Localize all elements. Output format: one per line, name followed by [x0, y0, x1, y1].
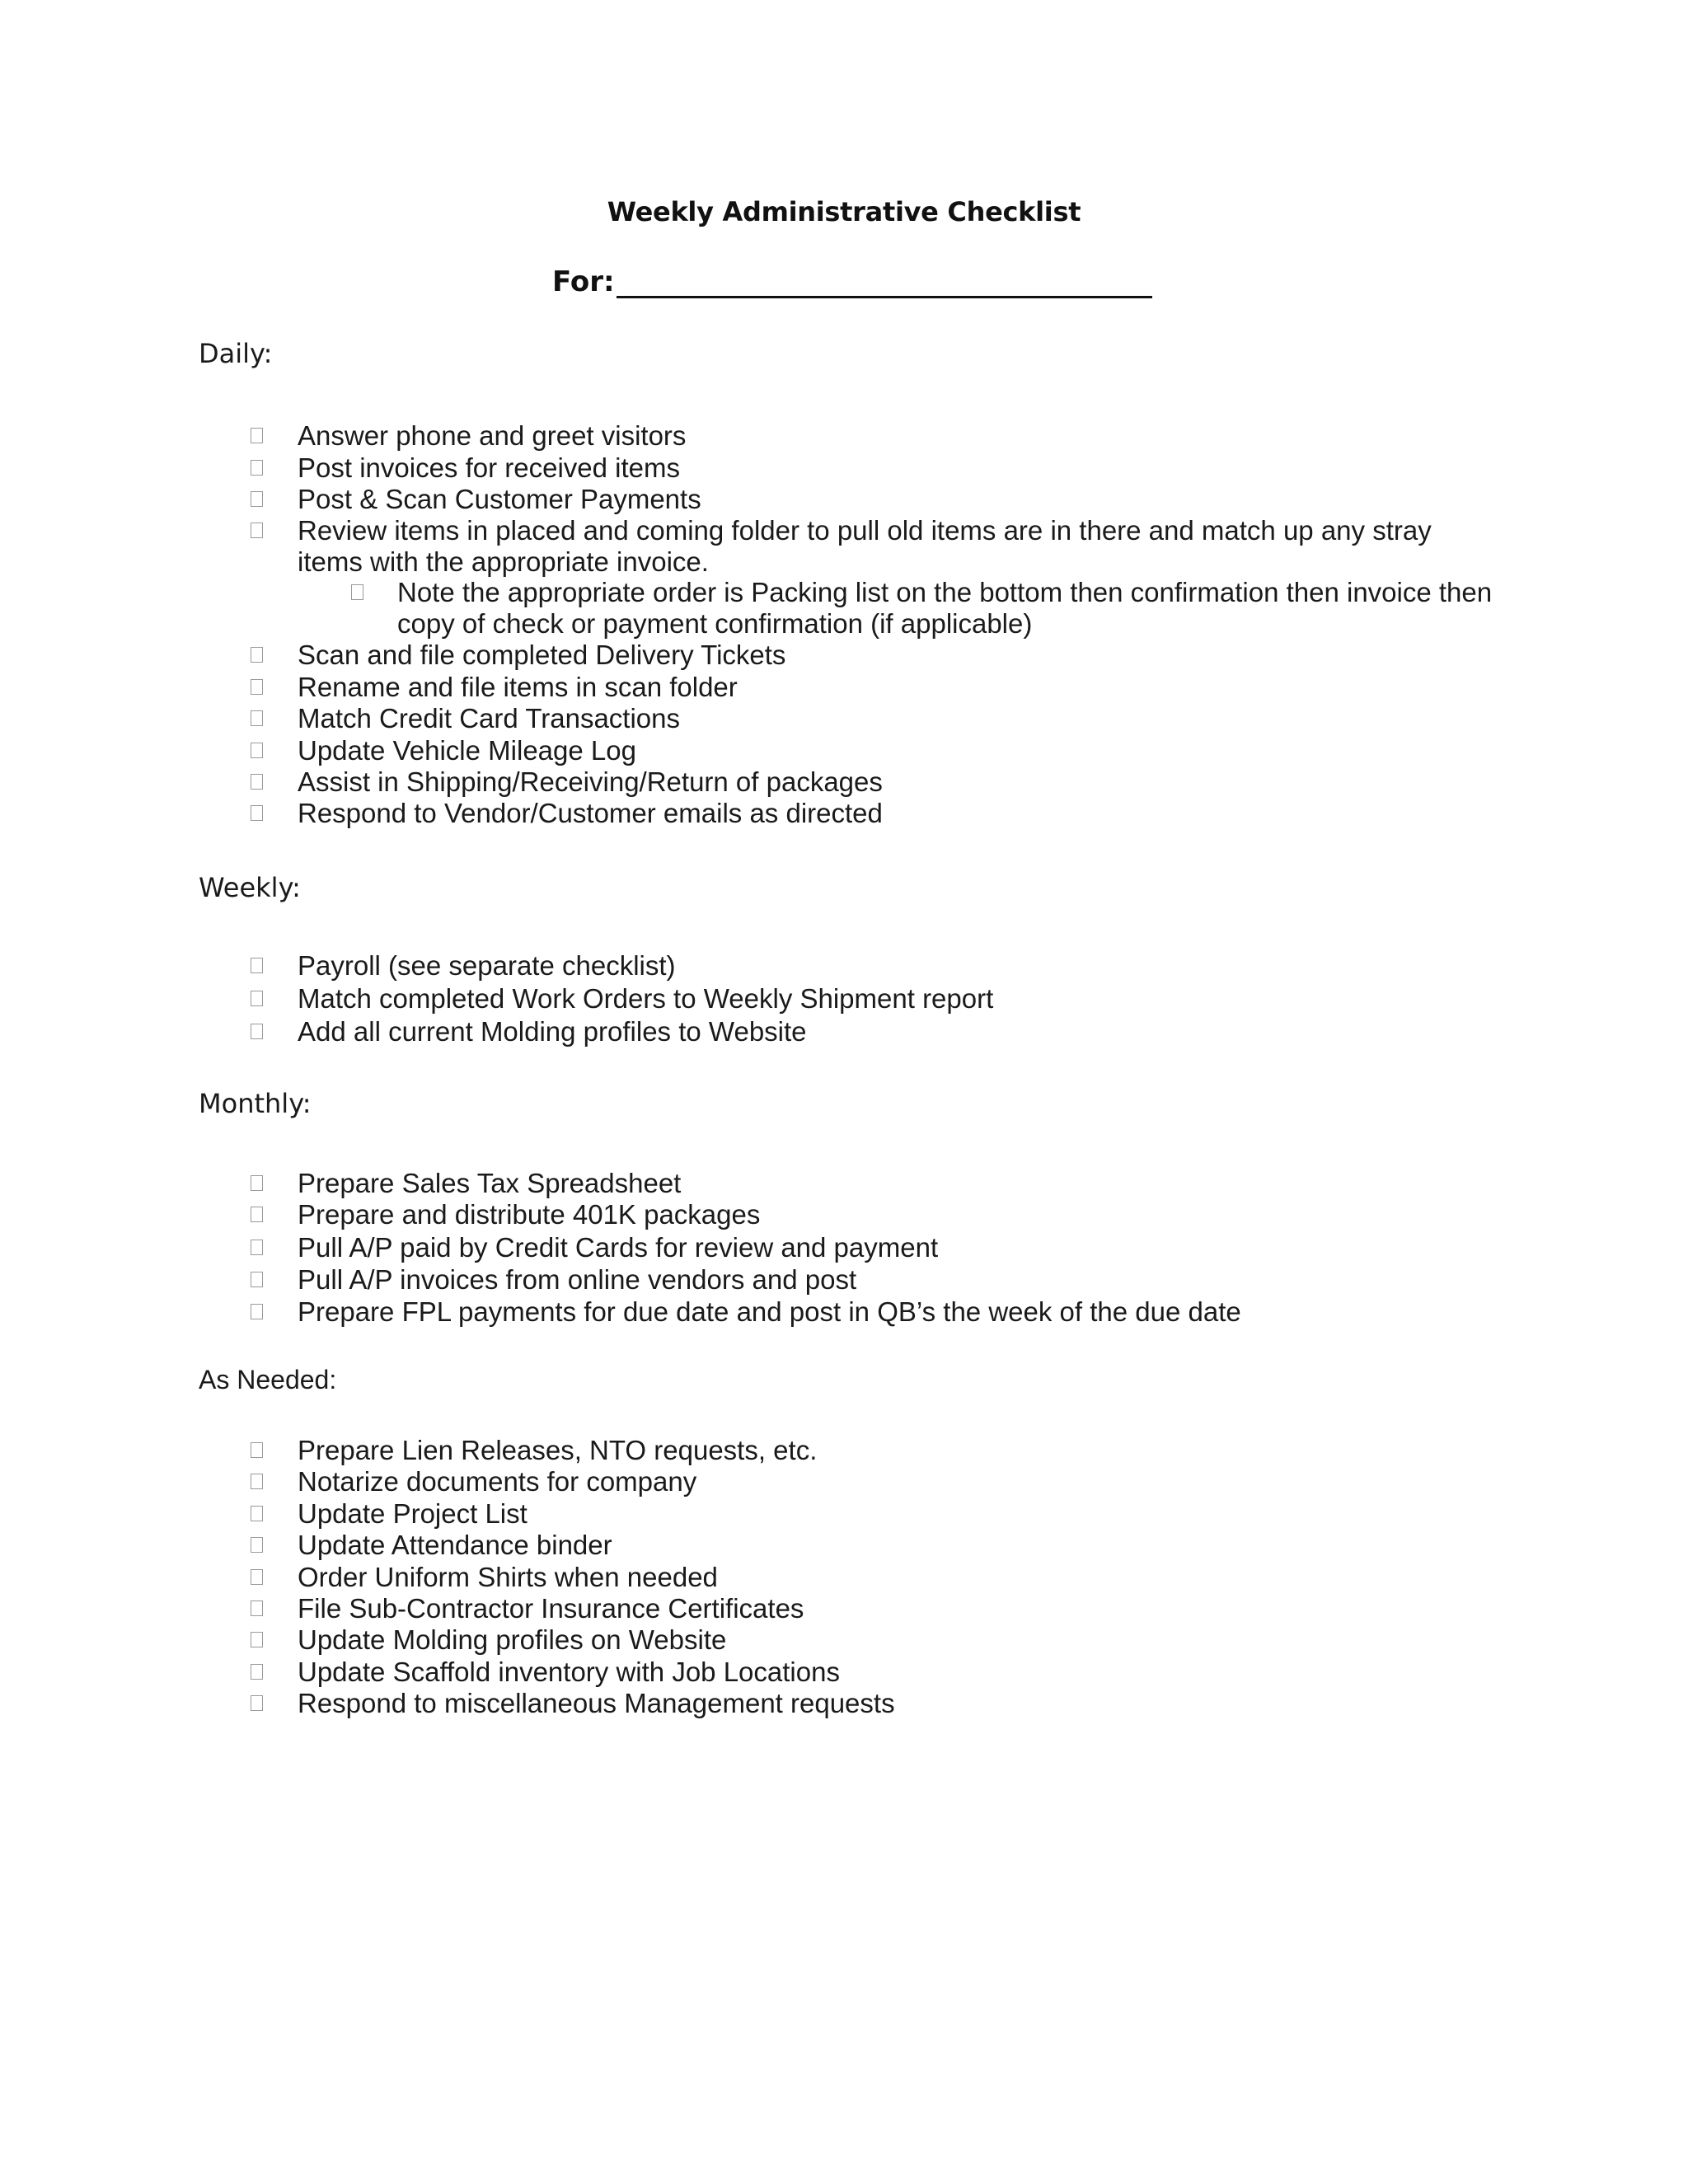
checkbox-icon[interactable] — [251, 1442, 263, 1458]
as-needed-item: Prepare Lien Releases, NTO requests, etc. — [298, 1435, 1493, 1466]
daily-subitem: Note the appropriate order is Packing list on the bottom then confirmation then invoice then copy of check or payment confirmation (if applicable) — [397, 577, 1493, 640]
checkbox-icon[interactable] — [251, 1207, 263, 1222]
daily-item: Review items in placed and coming folder to pull old items are in there and match up any stray items with the appropriate invoice. — [298, 515, 1493, 578]
checkbox-icon[interactable] — [251, 958, 263, 973]
weekly-heading: Weekly: — [199, 872, 301, 903]
checkbox-icon[interactable] — [251, 1304, 263, 1319]
checkbox-icon[interactable] — [251, 1474, 263, 1489]
checkbox-icon[interactable] — [251, 1024, 263, 1039]
checkbox-icon[interactable] — [251, 1175, 263, 1191]
daily-item: Match Credit Card Transactions — [298, 703, 1493, 734]
checkbox-icon[interactable] — [251, 1537, 263, 1553]
daily-item: Answer phone and greet visitors — [298, 420, 1493, 452]
checkbox-icon[interactable] — [251, 1664, 263, 1680]
daily-item: Post invoices for received items — [298, 452, 1493, 484]
checkbox-icon[interactable] — [251, 1569, 263, 1585]
as-needed-item: Notarize documents for company — [298, 1466, 1493, 1497]
daily-item: Scan and file completed Delivery Tickets — [298, 640, 1493, 671]
daily-item: Respond to Vendor/Customer emails as directed — [298, 798, 1493, 829]
weekly-item: Payroll (see separate checklist) — [298, 950, 1493, 982]
as-needed-item: Update Attendance binder — [298, 1530, 1493, 1561]
for-label: For: — [552, 265, 615, 298]
as-needed-item: File Sub-Contractor Insurance Certificates — [298, 1593, 1493, 1624]
daily-item: Post & Scan Customer Payments — [298, 484, 1493, 515]
weekly-item: Add all current Molding profiles to Website — [298, 1016, 1493, 1047]
monthly-heading: Monthly: — [199, 1088, 312, 1119]
for-field — [552, 265, 1152, 298]
checkbox-icon[interactable] — [251, 1601, 263, 1616]
checkbox-icon[interactable] — [251, 991, 263, 1006]
monthly-item: Prepare and distribute 401K packages — [298, 1199, 1493, 1230]
daily-item: Rename and file items in scan folder — [298, 672, 1493, 703]
checkbox-icon[interactable] — [251, 1240, 263, 1255]
daily-heading: Daily: — [199, 338, 273, 369]
weekly-item: Match completed Work Orders to Weekly Shipment report — [298, 983, 1493, 1015]
monthly-item: Prepare Sales Tax Spreadsheet — [298, 1168, 1493, 1199]
checkbox-icon[interactable] — [251, 523, 263, 538]
checkbox-icon[interactable] — [251, 491, 263, 507]
as-needed-item: Respond to miscellaneous Management requests — [298, 1688, 1493, 1719]
checkbox-icon[interactable] — [251, 1632, 263, 1647]
checkbox-icon[interactable] — [251, 1272, 263, 1287]
checkbox-icon[interactable] — [251, 743, 263, 758]
checkbox-icon[interactable] — [251, 1506, 263, 1521]
as-needed-heading: As Needed: — [199, 1365, 337, 1394]
monthly-item: Pull A/P paid by Credit Cards for review and payment — [298, 1232, 1493, 1263]
monthly-item: Pull A/P invoices from online vendors and post — [298, 1264, 1493, 1296]
checkbox-icon[interactable] — [251, 647, 263, 663]
checkbox-icon[interactable] — [251, 774, 263, 790]
as-needed-item: Order Uniform Shirts when needed — [298, 1562, 1493, 1593]
as-needed-item: Update Scaffold inventory with Job Locations — [298, 1657, 1493, 1688]
as-needed-item: Update Project List — [298, 1498, 1493, 1530]
checkbox-icon[interactable] — [251, 1695, 263, 1711]
for-blank-line[interactable] — [617, 268, 1152, 298]
checkbox-icon[interactable] — [251, 710, 263, 726]
checkbox-icon[interactable] — [351, 584, 363, 600]
daily-item: Assist in Shipping/Receiving/Return of packages — [298, 766, 1493, 798]
checkbox-icon[interactable] — [251, 679, 263, 695]
checkbox-icon[interactable] — [251, 428, 263, 443]
checkbox-icon[interactable] — [251, 460, 263, 476]
document-title: Weekly Administrative Checklist — [607, 196, 1081, 227]
monthly-item: Prepare FPL payments for due date and post in QB’s the week of the due date — [298, 1296, 1493, 1328]
checkbox-icon[interactable] — [251, 805, 263, 821]
daily-item: Update Vehicle Mileage Log — [298, 735, 1493, 766]
as-needed-item: Update Molding profiles on Website — [298, 1624, 1493, 1656]
